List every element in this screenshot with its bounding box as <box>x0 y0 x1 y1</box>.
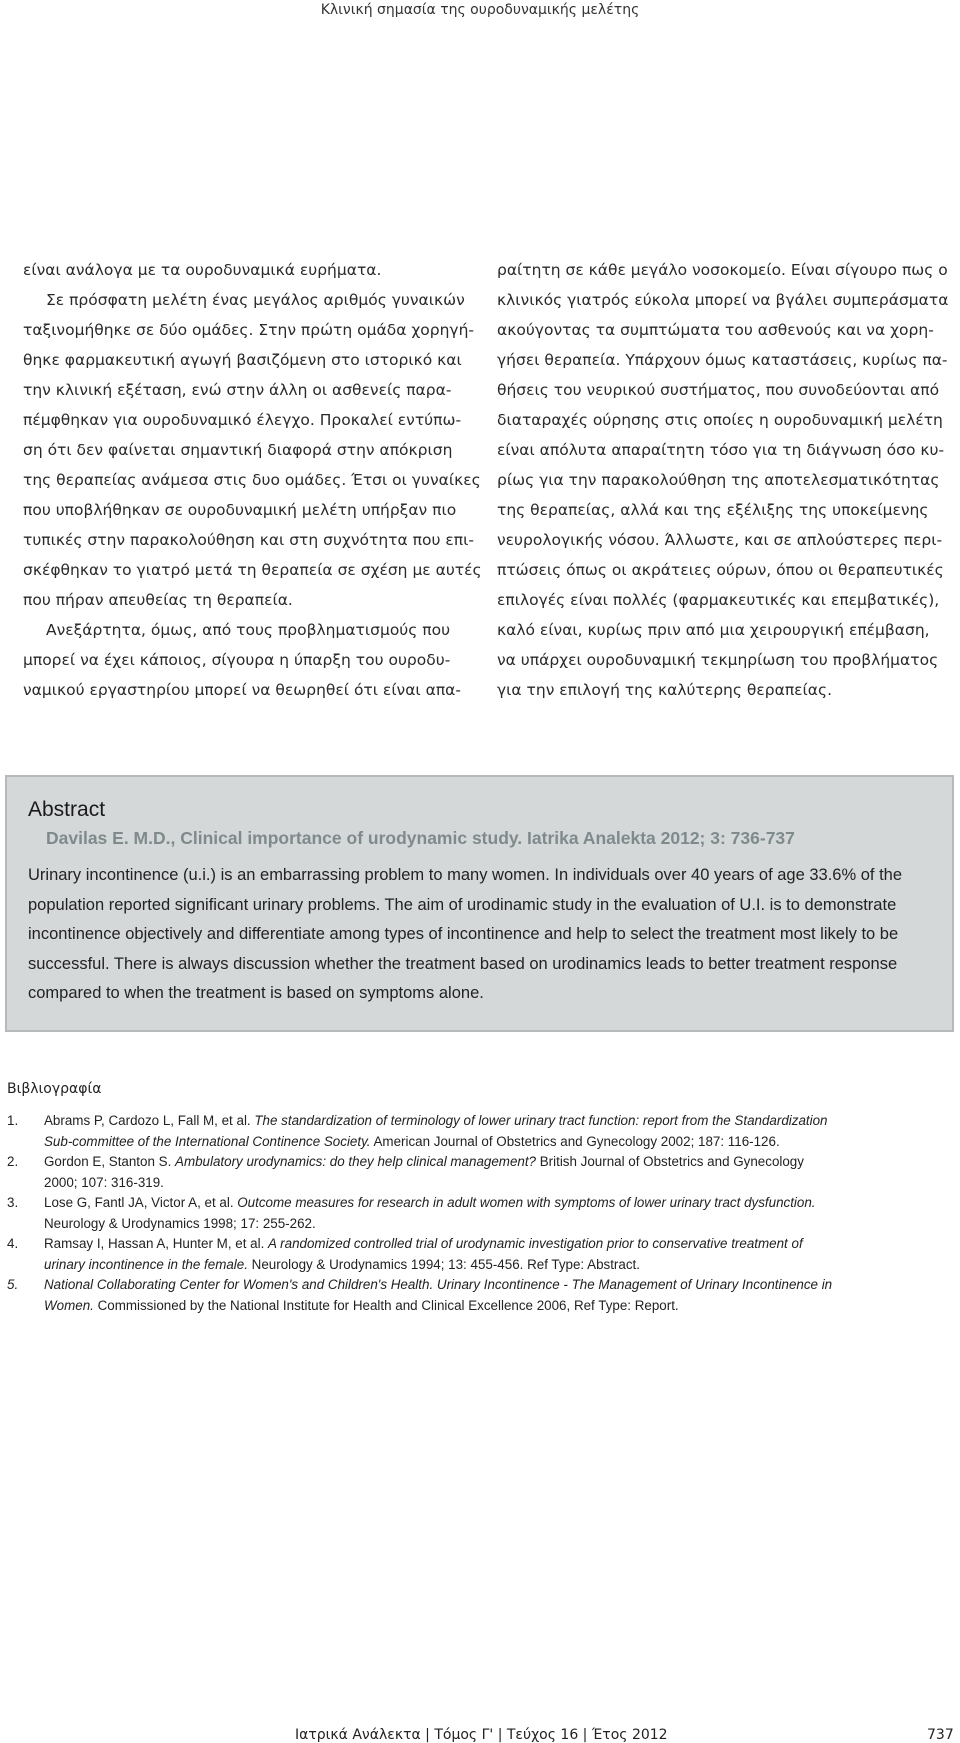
body-line: της θεραπείας, αλλά και της εξέλιξης της υποκείμενης <box>497 501 929 519</box>
abstract-line: compared to when the treatment is based on symptoms alone. <box>28 984 484 1002</box>
reference-number: 4. <box>7 1236 19 1251</box>
reference-source: Commissioned by the National Institute for Health and Clinical Excellence 2006, Ref Type: Report. <box>93 1297 679 1313</box>
body-line: ναμικού εργαστηρίου μπορεί να θεωρηθεί ότι είναι απα- <box>23 681 461 699</box>
reference-source: Neurology & Urodynamics 1994; 13: 455-456. Ref Type: Abstract. <box>247 1256 640 1272</box>
page-number: 737 <box>927 1727 954 1743</box>
body-line: ση ότι δεν φαίνεται σημαντική διαφορά στην απόκριση <box>23 441 453 459</box>
abstract-text <box>28 861 948 1009</box>
reference-line <box>44 1132 957 1153</box>
body-line: επιλογές είναι πολλές (φαρμακευτικές και επεμβατικές), <box>497 591 940 609</box>
abstract-box <box>5 775 954 1032</box>
body-line: ρίως για την παρακολούθηση της αποτελεσματικότητας <box>497 471 940 489</box>
reference-line <box>44 1275 957 1296</box>
body-line: ακούγοντας τα συμπτώματα του ασθενούς και να χορη- <box>497 321 934 339</box>
body-line: σκέφθηκαν το γιατρό μετά τη θεραπεία σε σχέση με αυτές <box>23 561 482 579</box>
body-line: να υπάρχει ουροδυναμική τεκμηρίωση του προβλήματος <box>497 651 939 669</box>
reference-source: 2000; 107: 316-319. <box>44 1174 164 1190</box>
body-line: θήσεις του νευρικού συστήματος, που συνοδεύονται από <box>497 381 940 399</box>
body-line: για την επιλογή της καλύτερης θεραπείας. <box>497 681 833 699</box>
reference-number: 3. <box>7 1195 19 1210</box>
body-line: καλό είναι, κυρίως πριν από μια χειρουργική επέμβαση, <box>497 621 930 639</box>
reference-number: 2. <box>7 1154 19 1169</box>
body-line: γήσει θεραπεία. Υπάρχουν όμως καταστάσεις, κυρίως πα- <box>497 351 948 369</box>
reference-source: Neurology & Urodynamics 1998; 17: 255-262. <box>44 1215 316 1231</box>
body-line: μπορεί να έχει κάποιος, σίγουρα η ύπαρξη του ουροδυ- <box>23 651 451 669</box>
body-line: που υποβλήθηκαν σε ουροδυναμική μελέτη υπήρξαν πιο <box>23 501 457 519</box>
page-footer <box>0 1728 960 1743</box>
abstract-citation: Davilas E. M.D., Clinical importance of urodynamic study. Iatrika Analekta 2012; 3: 736-737 <box>46 828 795 848</box>
reference-authors: Gordon E, Stanton S. <box>44 1154 176 1169</box>
body-line: διαταραχές ούρησης στις οποίες η ουροδυναμική μελέτη <box>497 411 943 429</box>
reference-line <box>44 1296 957 1317</box>
reference-title: Women. <box>44 1297 94 1313</box>
body-line: είναι απόλυτα απαραίτητη τόσο για τη διάγνωση όσο κυ- <box>497 441 945 459</box>
body-line: Ανεξάρτητα, όμως, από τους προβληματισμούς που <box>46 621 451 639</box>
body-column-right <box>497 255 957 705</box>
reference-title: National Collaborating Center for Women's and Children's Health. Urinary Incontinence - The Management of Urinary Incontinence in <box>44 1277 833 1292</box>
body-line: την κλινική εξέταση, ενώ στην άλλη οι ασθενείς παρα- <box>23 381 452 399</box>
abstract-title: Abstract <box>28 798 106 821</box>
abstract-line: Urinary incontinence (u.i.) is an embarrassing problem to many women. In individuals over 40 years of age 33.6% of the <box>28 866 903 884</box>
body-line: ταξινομήθηκε σε δύο ομάδες. Στην πρώτη ομάδα χορηγή- <box>23 321 475 339</box>
reference-number: 1. <box>7 1113 19 1128</box>
body-line: είναι ανάλογα με τα ουροδυναμικά ευρήματα. <box>23 261 382 279</box>
running-head: Κλινική σημασία της ουροδυναμικής μελέτης <box>320 2 640 18</box>
reference-item <box>7 1111 957 1152</box>
reference-item <box>7 1193 957 1234</box>
reference-title: The standardization of terminology of lower urinary tract function: report from the Standardization <box>254 1113 828 1128</box>
body-line: θηκε φαρμακευτική αγωγή βασιζόμενη στο ιστορικό και <box>23 351 462 369</box>
abstract-line: population reported significant urinary problems. The aim of urodinamic study in the evaluation of U.I. is to demonstrate <box>28 895 897 914</box>
reference-source: British Journal of Obstetrics and Gynecology <box>536 1154 804 1169</box>
body-line: που πήραν απευθείας τη θεραπεία. <box>23 591 293 609</box>
body-column-left <box>23 255 482 705</box>
body-line: πτώσεις όπως οι ακράτειες ούρων, όπου οι θεραπευτικές <box>497 561 944 579</box>
reference-line <box>44 1255 957 1276</box>
references-list <box>7 1111 957 1316</box>
reference-line <box>44 1111 957 1132</box>
reference-line <box>44 1193 957 1214</box>
body-line: νευρολογικής νόσου. Άλλωστε, και σε απλούστερες περι- <box>497 531 943 549</box>
reference-title: A randomized controlled trial of urodynamic investigation prior to conservative treatment of <box>268 1236 803 1251</box>
body-line: πέμφθηκαν για ουροδυναμικό έλεγχο. Προκαλεί εντύπω- <box>23 411 462 429</box>
abstract-line: incontinence objectively and differentiate among types of incontinence and help to select the treatment most likely to be <box>28 925 899 943</box>
reference-item <box>7 1234 957 1275</box>
reference-item <box>7 1275 957 1316</box>
reference-title: Outcome measures for research in adult women with symptoms of lower urinary tract dysfunction. <box>237 1195 816 1210</box>
body-line: κλινικός γιατρός εύκολα μπορεί να βγάλει συμπεράσματα <box>497 291 949 309</box>
body-line: της θεραπείας ανάμεσα στις δυο ομάδες. Έτσι οι γυναίκες <box>23 471 481 489</box>
reference-line <box>44 1152 957 1173</box>
footer-journal-info: Ιατρικά Ανάλεκτα | Τόμος Γ' | Τεύχος 16 | Έτος 2012 <box>295 1727 668 1743</box>
reference-line <box>44 1173 957 1194</box>
body-line: τυπικές στην παρακολούθηση και στη συχνότητα που επι- <box>23 531 474 549</box>
reference-authors: Abrams P, Cardozo L, Fall M, et al. <box>44 1113 255 1128</box>
reference-title: Sub-committee of the International Continence Society. <box>44 1133 371 1149</box>
reference-line <box>44 1234 957 1255</box>
body-line: Σε πρόσφατη μελέτη ένας μεγάλος αριθμός γυναικών <box>46 291 465 309</box>
references-heading: Βιβλιογραφία <box>7 1081 102 1097</box>
reference-authors: Ramsay I, Hassan A, Hunter M, et al. <box>44 1236 269 1251</box>
reference-line <box>44 1214 957 1235</box>
reference-authors: Lose G, Fantl JA, Victor A, et al. <box>44 1195 238 1210</box>
reference-title: urinary incontinence in the female. <box>44 1256 248 1272</box>
abstract-line: successful. There is always discussion whether the treatment based on urodinamics leads to better treatment response <box>28 954 898 973</box>
reference-item <box>7 1152 957 1193</box>
reference-source: American Journal of Obstetrics and Gynecology 2002; 187: 116-126. <box>370 1133 780 1149</box>
body-line: ραίτητη σε κάθε μεγάλο νοσοκομείο. Είναι σίγουρο πως ο <box>497 261 948 279</box>
reference-title: Ambulatory urodynamics: do they help clinical management? <box>175 1154 537 1169</box>
reference-number: 5. <box>7 1277 19 1292</box>
